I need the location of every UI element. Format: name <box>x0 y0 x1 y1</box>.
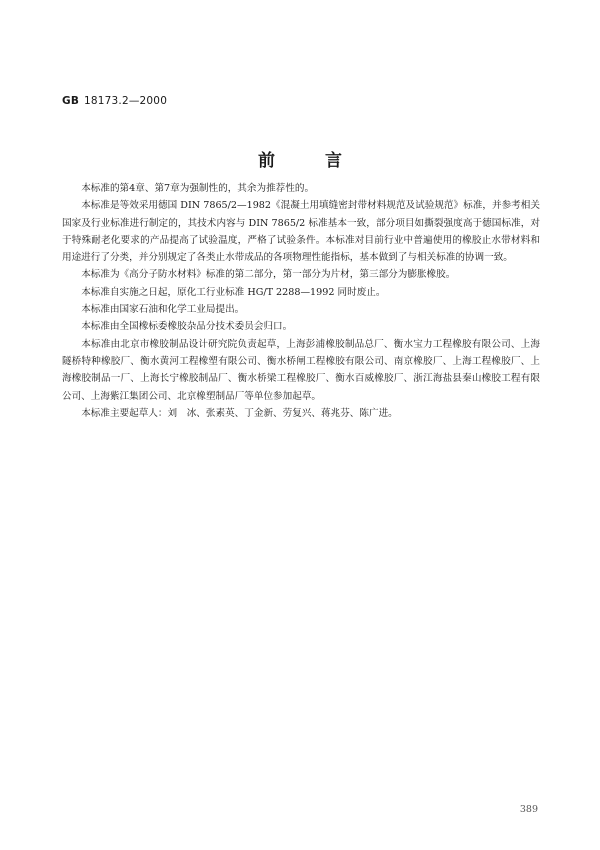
paragraph-drafters: 本标准主要起草人：刘 冰、张素英、丁金新、劳复兴、蒋兆芬、陈广进。 <box>81 407 398 419</box>
paragraph-administered-by: 本标准由全国橡标委橡胶杂品分技术委员会归口。 <box>81 321 293 333</box>
paragraph-mandatory-chapters: 本标准的第4章、第7章为强制性的，其余为推荐性的。 <box>81 183 315 194</box>
page-number: 389 <box>519 804 538 815</box>
paragraph-drafting-units: 本标准由北京市橡胶制品设计研究院负责起草，上海彭浦橡胶制品总厂、衡水宝力工程橡胶有限公司、上海隧桥特种橡胶厂、衡水黄河工程橡塑有限公司、衡水桥闸工程橡胶有限公司、南京橡胶厂、上海工程橡胶厂、上海橡胶制品一厂、上海长宁橡胶制品厂、衡水桥梁工程橡胶厂、衡水百威橡胶厂、浙江海盐县秦山橡胶工程有限公司、上海紫江集团公司、北京橡塑制品厂等单位参加起草。 <box>62 338 540 402</box>
paragraph-supersedes: 本标准自实施之日起，原化工行业标准 HG/T 2288—1992 同时废止。 <box>81 286 386 298</box>
standard-code: 18173.2—2000 <box>84 95 168 107</box>
paragraph-adoption: 本标准是等效采用德国 DIN 7865/2—1982《混凝土用填缝密封带材料规范及试验规范》标准，并参考相关国家及行业标准进行制定的，其技术内容与 DIN 7865/2 标准基本一致，部分项目如撕裂强度高于德国标准，对于特殊耐老化要求的产品提高了试验温度，严格了试验条件。本标准对目前行业中普遍使用的橡胶止水带材料和用途进行了分类，并分别规定了各类止水带成品的各项物理性能指标，基本做到了与相关标准的协调一致。 <box>62 200 540 264</box>
standard-number <box>62 95 167 107</box>
paragraph-series-part: 本标准为《高分子防水材料》标准的第二部分，第一部分为片材，第三部分为膨胀橡胶。 <box>81 269 456 281</box>
paragraph-proposed-by: 本标准由国家石油和化学工业局提出。 <box>81 304 245 316</box>
foreword-body <box>62 180 540 422</box>
standard-prefix: GB <box>62 95 80 107</box>
page-title: 前 言 <box>258 151 364 171</box>
